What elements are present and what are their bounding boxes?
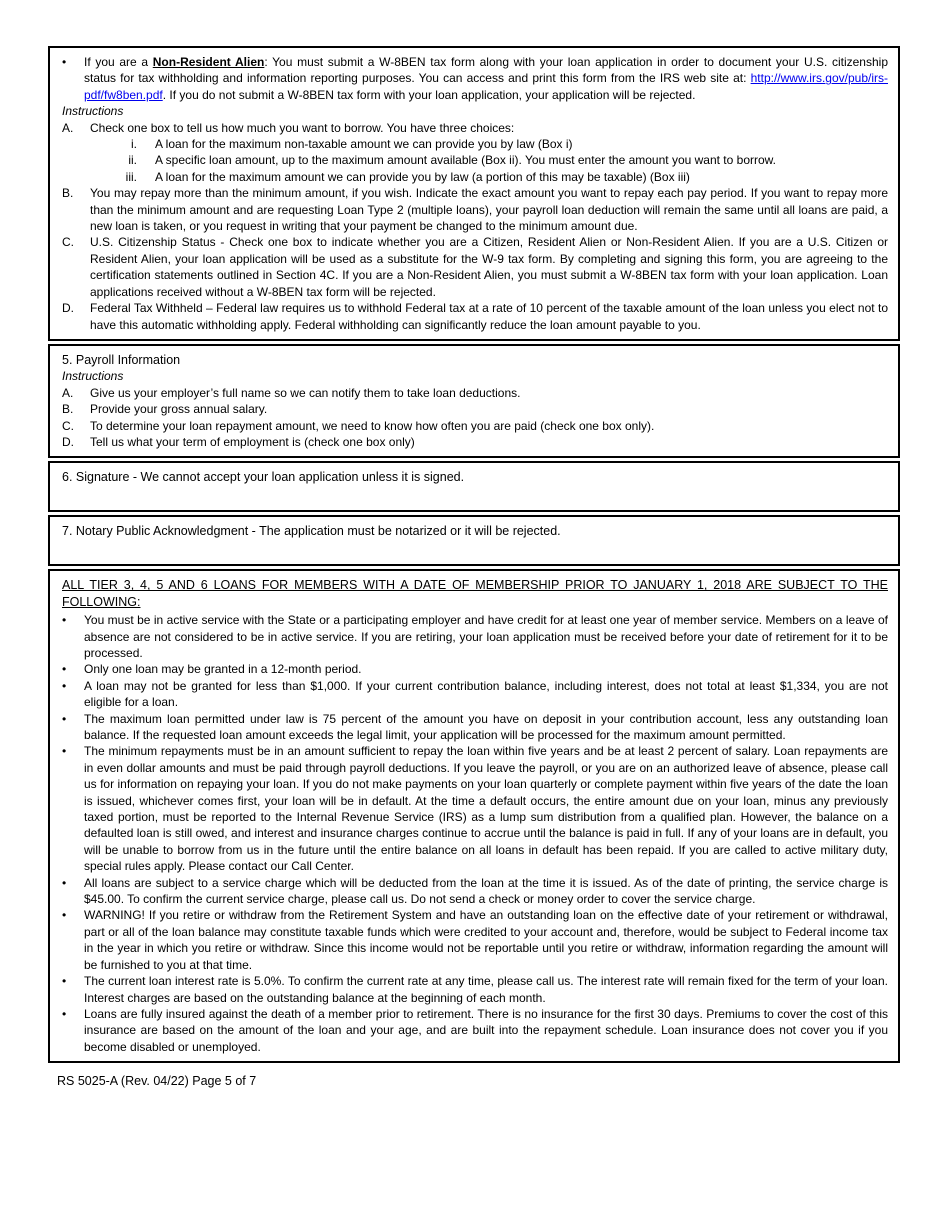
note-emphasis: Non-Resident Alien <box>152 55 265 69</box>
bullet-text: The maximum loan permitted under law is 75 percent of the amount you have on deposit in your contribution account, less any outstanding loan balance. If the requested loan amount exceeds the legal limit, your application will be processed for the maximum amount permitted. <box>84 711 888 742</box>
instruction-item-a <box>62 120 888 136</box>
bullet-text: The current loan interest rate is 5.0%. To confirm the current rate at any time, please call us. The interest rate will remain fixed for the term of your loan. Interest charges are based on the outstanding balance at the beginning of each month. <box>84 974 888 1005</box>
choice-item-i <box>107 136 888 152</box>
item-marker: C. <box>62 418 74 433</box>
instruction-item-b <box>62 185 888 234</box>
note-mid: : You must submit a W-8BEN tax form along with your loan application in order to document your U.S. citizenship status for tax withholding and information reporting purposes. You can access and print this form from the IRS web site at: <box>84 55 888 86</box>
section-notary-acknowledgment <box>48 515 900 566</box>
item-text: U.S. Citizenship Status - Check one box to indicate whether you are a Citizen, Resident Alien or Non-Resident Alien. If you are a U.S. Citizen or Resident Alien, your loan application will be used as a substitute for the W-9 tax form. By completing and signing this form, you are agreeing to the certification statements outlined in Section 4C. If you are a Non-Resident Alien, you must submit a W-8BEN tax form with your loan application. Loan applications received without a W-8BEN tax form will be rejected. <box>90 235 888 299</box>
bullet-marker: • <box>62 662 67 677</box>
instructions-label: Instructions <box>62 369 124 384</box>
item-text: Provide your gross annual salary. <box>90 402 268 417</box>
bullet-marker: • <box>62 974 67 989</box>
item-text: Tell us what your term of employment is (check one box only) <box>90 434 415 449</box>
payroll-section-title: 5. Payroll Information <box>62 352 181 367</box>
payroll-item-c <box>62 418 888 434</box>
bullet-marker: • <box>62 875 67 890</box>
bullet-marker: • <box>62 678 67 693</box>
bullet-marker: • <box>62 613 67 628</box>
item-marker: A. <box>62 120 74 135</box>
item-text: To determine your loan repayment amount, we need to know how often you are paid (check one box only). <box>90 418 655 433</box>
choice-item-ii <box>107 152 888 168</box>
payroll-item-b <box>62 401 888 417</box>
item-text: A specific loan amount, up to the maximum amount available (Box ii). You must enter the amount you want to borrow. <box>155 153 776 168</box>
notary-text: 7. Notary Public Acknowledgment - The application must be notarized or it will be rejected. <box>62 524 561 539</box>
item-text: A loan for the maximum non-taxable amount we can provide you by law (Box i) <box>155 137 573 152</box>
bullet-text: All loans are subject to a service charge which will be deducted from the loan at the time it is issued. As of the date of printing, the service charge is $45.00. To confirm the current service charge, please call us. Do not send a check or money order to cover the service charge. <box>84 875 888 907</box>
tier-bullet-minimum-repayments <box>62 743 888 874</box>
choice-item-iii <box>107 169 888 185</box>
bullet-text: You must be in active service with the State or a participating employer and have credit for at least one year of member service. Members on a leave of absence are not considered to be in active service. If you are retiring, your loan application must be received before your date of retirement for it to be processed. <box>84 613 888 660</box>
bullet-text: WARNING! If you retire or withdraw from the Retirement System and have an outstanding loan on the effective date of your retirement or withdrawal, part or all of the loan balance may constitute taxable funds which were credited to your account and, therefore, would be subject to Federal income tax in the year in which you retire or withdraw. Since this income would not be reportable until you retire or withdraw, information regarding the amount will be furnished to you at that time. <box>84 908 888 972</box>
item-marker: B. <box>62 402 74 417</box>
tier-rules-heading: ALL TIER 3, 4, 5 AND 6 LOANS FOR MEMBERS WITH A DATE OF MEMBERSHIP PRIOR TO JANUARY 1, 2018 ARE SUBJECT TO THE FOLLOWING: <box>62 578 888 609</box>
section-tier-loan-rules <box>48 569 900 1063</box>
item-marker: D. <box>62 301 74 316</box>
bullet-marker: • <box>62 711 67 726</box>
payroll-item-a <box>62 385 888 401</box>
item-text: Give us your employer’s full name so we can notify them to take loan deductions. <box>90 385 521 400</box>
tier-bullet-one-loan <box>62 661 888 677</box>
borrow-choices-list <box>107 136 888 185</box>
item-text: A loan for the maximum amount we can provide you by law (a portion of this may be taxable) (Box iii) <box>155 169 690 184</box>
item-marker: C. <box>62 235 74 250</box>
item-marker: iii. <box>125 169 137 184</box>
bullet-marker: • <box>62 908 67 923</box>
section-signature <box>48 461 900 512</box>
irs-w8ben-link[interactable]: http://www.irs.gov/pub/irs-pdf/fw8ben.pdf <box>84 71 888 102</box>
item-marker: B. <box>62 186 74 201</box>
instruction-item-d <box>62 300 888 333</box>
instructions-label: Instructions <box>62 104 124 119</box>
non-resident-alien-note <box>62 54 888 103</box>
item-marker: i. <box>131 137 137 152</box>
item-text: Federal Tax Withheld – Federal law requires us to withhold Federal tax at a rate of 10 percent of the taxable amount of the loan unless you elect not to have this automatic withholding apply. Federal withholding can significantly reduce the loan amount payable to you. <box>90 301 888 332</box>
signature-text: 6. Signature - We cannot accept your loan application unless it is signed. <box>62 470 465 485</box>
note-tail: . If you do not submit a W-8BEN tax form with your loan application, your application will be rejected. <box>162 87 696 102</box>
item-marker: A. <box>62 385 74 400</box>
bullet-text: Loans are fully insured against the death of a member prior to retirement. There is no insurance for the first 30 days. Premiums to cover the cost of this insurance are based on the amount of the loan and your age, and are built into the repayment schedule. Loan insurance does not cover you if you become disabled or unemployed. <box>84 1006 888 1054</box>
item-text: You may repay more than the minimum amount, if you wish. Indicate the exact amount you want to repay each pay period. If you want to repay more than the minimum amount and are requesting Loan Type 2 (multiple loans), your payroll loan deduction will remain the same until all loans are paid, a new loan is taken, or you request in writing that your payment be changed to the minimum amount due. <box>90 186 888 234</box>
bullet-text: The minimum repayments must be in an amount sufficient to repay the loan within five years and be at least 2 percent of salary. Loan repayments are in even dollar amounts and must be paid through payroll deductions. If you leave the payroll, or you are on an authorized leave of absence, please call us for information on repaying your loan. If you do not make payments on your loan quarterly or complete payment within five years of the date the loan is issued, whichever comes first, your loan will be in default. At the time a default occurs, the entire amount due on your loan, minus any previously taxed portion, must be reported to the Internal Revenue Service (IRS) as a lump sum distribution from a qualified plan. However, the balance on a defaulted loan is still owed, and interest and insurance charges continue to accrue until the balance is paid in full. If any of your loans are in default, you will be unable to borrow from us in the future until the entire balance on all loans in default has been repaid. If you are called to active military duty, special rules apply. Please contact our Call Center. <box>84 744 888 874</box>
bullet-marker: • <box>62 1006 67 1021</box>
bullet-marker: • <box>62 744 67 759</box>
instruction-item-c <box>62 234 888 300</box>
tier-bullet-maximum-loan <box>62 711 888 744</box>
section-payroll-information <box>48 344 900 458</box>
section-citizenship-instructions <box>48 46 900 341</box>
bullet-text: Only one loan may be granted in a 12-month period. <box>84 662 362 677</box>
tier-bullet-minimum-amount <box>62 678 888 711</box>
non-resident-alien-note-text <box>84 54 888 103</box>
note-lead: If you are a <box>84 55 153 69</box>
item-marker: D. <box>62 434 74 449</box>
form-footer: RS 5025-A (Rev. 04/22) Page 5 of 7 <box>57 1074 257 1089</box>
item-text: Check one box to tell us how much you want to borrow. You have three choices: <box>90 120 515 135</box>
payroll-item-d <box>62 434 888 450</box>
item-marker: ii. <box>128 153 137 168</box>
tier-bullet-service-charge <box>62 875 888 908</box>
tier-bullet-interest-rate <box>62 973 888 1006</box>
bullet-marker: • <box>62 55 67 69</box>
tier-bullet-loan-insurance <box>62 1006 888 1055</box>
tier-bullet-warning-taxable <box>62 907 888 973</box>
tier-bullet-active-service <box>62 612 888 661</box>
bullet-text: A loan may not be granted for less than $1,000. If your current contribution balance, including interest, does not total at least $1,334, you are not eligible for a loan. <box>84 678 888 710</box>
